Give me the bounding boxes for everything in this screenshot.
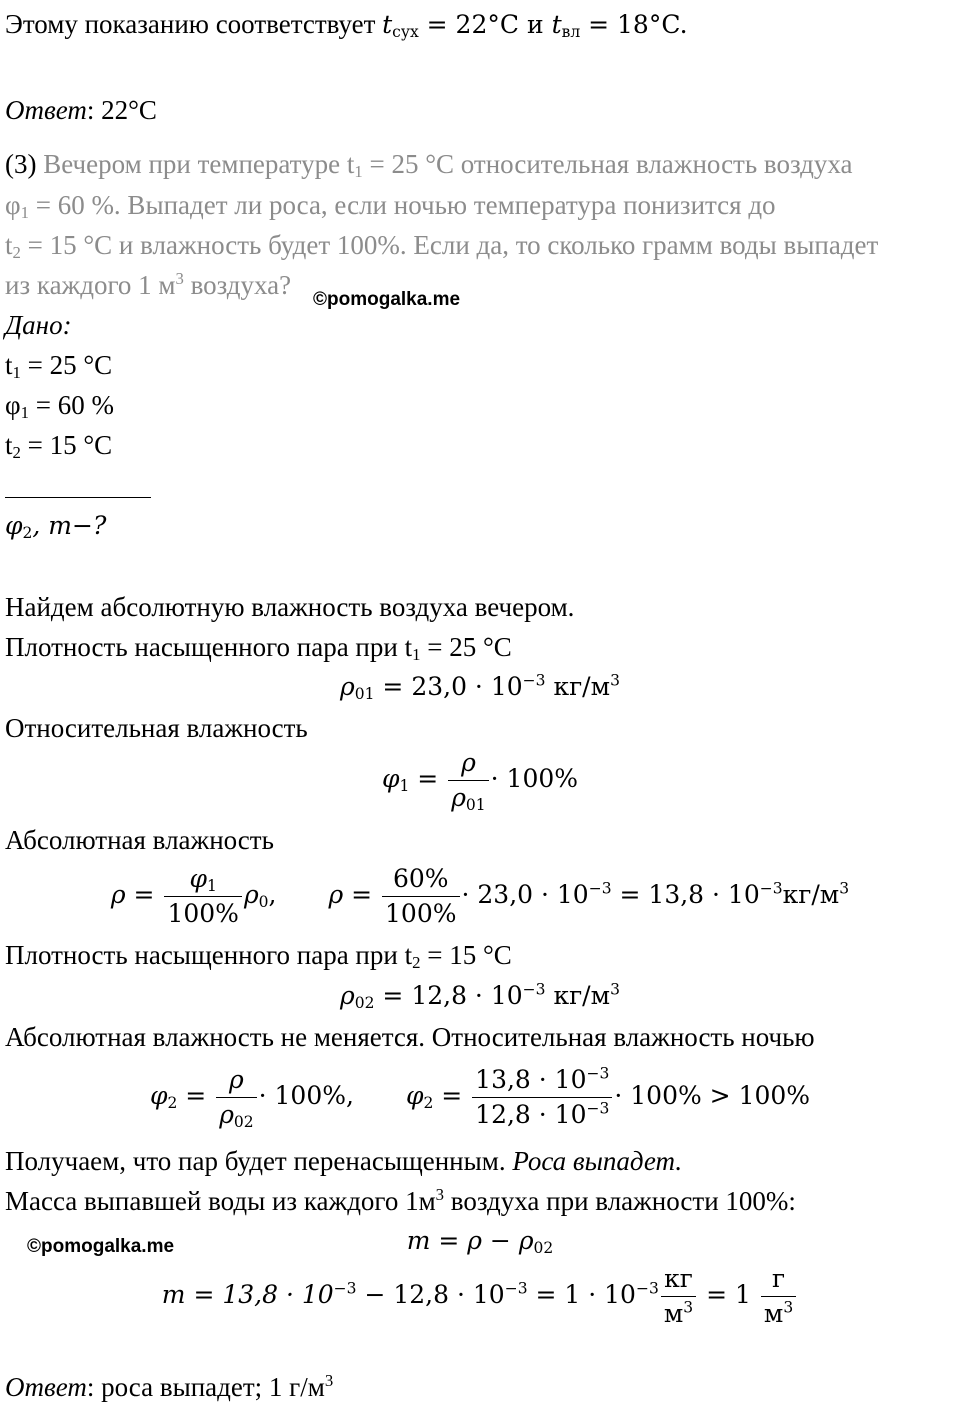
s5-rest: = 15 °C	[420, 940, 512, 970]
f1-unit: кг/м	[545, 672, 611, 701]
problem-line-4	[5, 269, 291, 301]
f4-unit: кг/м	[545, 981, 611, 1010]
formula-m-value	[0, 1262, 960, 1331]
formula-phi2	[0, 1063, 960, 1132]
f3-tail2: = 13,8 · 10	[611, 880, 760, 909]
f3-fraction-1	[164, 862, 241, 931]
s2-text: Плотность насыщенного пара при t	[5, 632, 413, 662]
solution-s4: Абсолютная влажность	[5, 825, 274, 855]
f6-lhs: m = ρ − ρ	[406, 1226, 534, 1255]
answer-1-label: Ответ	[5, 95, 87, 125]
answer-2	[5, 1371, 333, 1403]
problem-l2-sub: 1	[20, 203, 29, 223]
watermark-2: ©pomogalka.me	[27, 1236, 175, 1257]
intro-text: Этому показанию соответствует	[5, 9, 383, 39]
given-t2-val: = 15 °C	[20, 430, 113, 460]
formula-m	[0, 1226, 960, 1255]
f3-den: 100%	[167, 899, 239, 928]
f7-den2: м	[763, 1299, 784, 1328]
problem-l3-sub: 2	[12, 243, 21, 263]
f7-mid2: = 1 · 10	[527, 1280, 636, 1309]
problem-l4: из каждого 1 м	[5, 270, 176, 300]
f5-num2-exp: −3	[586, 1064, 610, 1083]
solution-s3: Относительная влажность	[5, 713, 308, 743]
find-rest: , m−?	[32, 511, 107, 540]
solution-s5	[5, 939, 512, 971]
f7-exp1: −3	[333, 1279, 357, 1298]
f5-lhs2: φ	[405, 1081, 424, 1110]
problem-l4-sup: 3	[175, 268, 184, 288]
s5-sub: 2	[412, 953, 421, 973]
f3-num: φ	[189, 864, 208, 893]
f7-den2-sup: 3	[783, 1298, 794, 1317]
given-phi1-sub: 1	[20, 403, 29, 423]
f3-comma: ,	[268, 880, 277, 909]
f4-sub: 02	[354, 993, 375, 1012]
f7-den1-sup: 3	[683, 1298, 694, 1317]
formula-phi1	[0, 746, 960, 815]
f3-lhs: ρ =	[110, 880, 163, 909]
intro-line	[5, 8, 688, 41]
answer-2-value: : роса выпадет; 1 г/м	[86, 1372, 325, 1402]
find-line	[5, 510, 106, 542]
f4-exp: −3	[522, 980, 546, 999]
formula-rho	[0, 862, 960, 931]
s8-rest: воздуха при влажности 100%:	[444, 1186, 796, 1216]
f2-num: ρ	[448, 746, 488, 781]
f5-den2: 12,8 · 10	[475, 1100, 587, 1129]
f3-num2: 60%	[382, 862, 459, 897]
f4-eq: = 12,8 · 10	[374, 981, 523, 1010]
f1-unit-sup: 3	[610, 671, 620, 690]
solution-s7	[5, 1145, 682, 1177]
f2-eq: =	[409, 764, 447, 793]
f5-tail: · 100%,	[258, 1081, 354, 1110]
f7-mid: − 12,8 · 10	[356, 1280, 505, 1309]
t-wet-value: = 18°C.	[580, 10, 688, 39]
f5-lhs: φ	[149, 1081, 168, 1110]
f7-exp3: −3	[635, 1279, 659, 1298]
f7-eq: = 1	[698, 1280, 759, 1309]
f3-tail: · 23,0 · 10	[461, 880, 589, 909]
solution-s1: Найдем абсолютную влажность воздуха вечером.	[5, 592, 575, 622]
given-t2-sub: 2	[12, 443, 21, 463]
f3-fraction-2	[382, 862, 459, 931]
f3-after-sub: 0	[258, 892, 269, 911]
f2-den: ρ	[451, 783, 466, 812]
formula-rho01	[0, 672, 960, 701]
f3-unit: кг/м	[782, 880, 840, 909]
f7-fraction-2	[761, 1262, 796, 1331]
f2-den-sub: 01	[465, 795, 486, 814]
f7-num1: кг	[661, 1262, 696, 1297]
given-t2-sym: t	[5, 430, 13, 460]
s5-text: Плотность насыщенного пара при t	[5, 940, 413, 970]
f5-lhs2-sub: 2	[423, 1093, 434, 1112]
answer-2-sup: 3	[324, 1370, 334, 1390]
f5-den: ρ	[219, 1100, 234, 1129]
solution-s2	[5, 631, 512, 663]
problem-l2-rest: = 60 %. Выпадет ли роса, если ночью температура понизится до	[28, 190, 776, 220]
problem-l1: Вечером при температуре t	[36, 149, 355, 179]
f6-sub: 02	[533, 1238, 554, 1257]
given-phi1-val: = 60 %	[28, 390, 114, 420]
problem-l1-rest: = 25 °C относительная влажность воздуха	[362, 149, 853, 179]
f5-den2-exp: −3	[586, 1099, 610, 1118]
f2-lhs: φ	[381, 764, 400, 793]
f5-den-sub: 02	[233, 1112, 254, 1131]
given-t1	[5, 349, 112, 381]
f1-eq: = 23,0 · 10	[374, 672, 523, 701]
f3-exp2: −3	[759, 879, 783, 898]
f5-eq2: =	[433, 1081, 471, 1110]
f5-num2: 13,8 · 10	[475, 1065, 587, 1094]
s2-rest: = 25 °C	[420, 632, 512, 662]
f7-exp2: −3	[504, 1279, 528, 1298]
s8-sup: 3	[435, 1184, 445, 1204]
f5-tail2: · 100% > 100%	[614, 1081, 811, 1110]
answer-1	[5, 94, 157, 126]
given-t1-val: = 25 °C	[20, 350, 113, 380]
f3-den2: 100%	[385, 899, 457, 928]
given-phi1	[5, 389, 114, 421]
f1-sym: ρ	[340, 672, 355, 701]
given-t1-sub: 1	[12, 363, 21, 383]
s8-text: Масса выпавшей воды из каждого 1м	[5, 1186, 436, 1216]
f4-unit-sup: 3	[610, 980, 620, 999]
f1-exp: −3	[522, 671, 546, 690]
t-dry-value: = 22°C и	[418, 10, 552, 39]
f5-fraction-2	[472, 1063, 612, 1132]
problem-l4-rest: воздуха?	[183, 270, 292, 300]
f1-sub: 01	[354, 684, 375, 703]
problem-l2: φ	[5, 190, 21, 220]
watermark-1: ©pomogalka.me	[313, 289, 461, 310]
answer-1-value: : 22°C	[86, 95, 157, 125]
problem-line-2	[5, 189, 776, 221]
f2-fraction	[448, 746, 488, 815]
find-sub: 2	[22, 523, 33, 542]
problem-line-1	[5, 148, 853, 180]
f7-fraction-1	[661, 1262, 696, 1331]
problem-number: (3)	[5, 149, 37, 179]
t-dry-sub: сух	[392, 22, 419, 41]
t-wet-sub: вл	[561, 22, 581, 41]
solution-s6: Абсолютная влажность не меняется. Относительная влажность ночью	[5, 1022, 815, 1052]
f3-lhs2: ρ =	[328, 880, 381, 909]
f3-unit-sup: 3	[839, 879, 850, 898]
problem-line-3	[5, 229, 878, 261]
given-t1-sym: t	[5, 350, 13, 380]
f5-fraction-1	[216, 1063, 256, 1132]
f3-after: ρ	[243, 880, 259, 909]
answer-2-label: Ответ	[5, 1372, 87, 1402]
f7-den1: м	[663, 1299, 684, 1328]
given-label: Дано:	[5, 310, 72, 340]
t-wet-symbol: t	[551, 10, 562, 39]
f3-exp: −3	[588, 879, 612, 898]
formula-rho02	[0, 981, 960, 1010]
f2-tail: · 100%	[490, 764, 579, 793]
problem-l3-rest: = 15 °C и влажность будет 100%. Если да, то сколько грамм воды выпадет	[20, 230, 879, 260]
problem-l3: t	[5, 230, 13, 260]
f4-sym: ρ	[340, 981, 355, 1010]
f3-num-sub: 1	[207, 876, 217, 895]
f7-num2: г	[761, 1262, 796, 1297]
s7-conclusion: Роса выпадет.	[512, 1146, 683, 1176]
t-dry-symbol: t	[382, 10, 393, 39]
f5-lhs-sub: 2	[167, 1093, 178, 1112]
solution-s8	[5, 1185, 796, 1217]
f5-eq: =	[177, 1081, 215, 1110]
f2-lhs-sub: 1	[399, 776, 410, 795]
problem-l1-sub: 1	[354, 162, 363, 182]
given-phi1-sym: φ	[5, 390, 21, 420]
f7-lhs: m = 13,8 · 10	[161, 1280, 334, 1309]
s2-sub: 1	[412, 645, 421, 665]
f5-num: ρ	[216, 1063, 256, 1098]
find-sym: φ	[5, 511, 23, 540]
s7-text: Получаем, что пар будет перенасыщенным.	[5, 1146, 513, 1176]
given-t2	[5, 429, 112, 461]
given-divider	[5, 497, 151, 498]
